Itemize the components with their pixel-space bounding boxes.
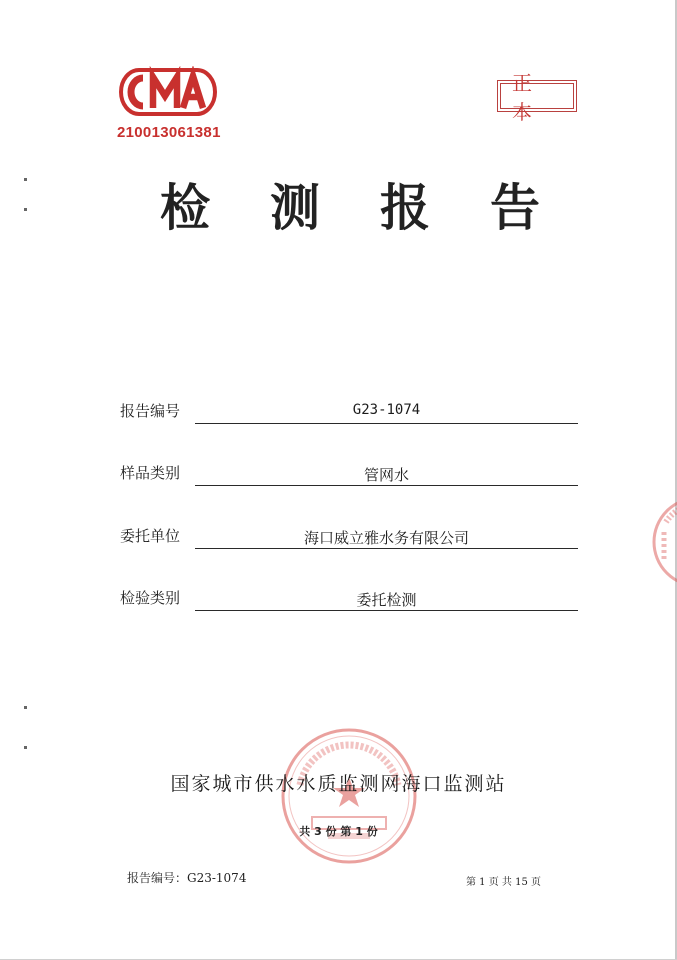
scan-speck [24,208,27,211]
organization-name: 国家城市供水水质监测网海口监测站 [170,773,507,795]
scan-speck [24,706,27,709]
title-char: 告 [490,179,540,237]
field-label: 报告编号 [120,402,181,420]
field-label: 检验类别 [120,589,181,607]
original-copy-stamp [497,71,577,124]
field-underline [195,548,578,549]
field-inspection-type [120,587,578,617]
page-title [160,168,540,238]
scan-speck [24,746,27,749]
original-copy-label: 正 本 [512,71,546,124]
partial-seal-icon [648,492,677,592]
field-underline [195,423,578,424]
cma-logo-icon [117,66,217,118]
field-value: G23-1074 [352,402,421,418]
title-char: 检 [160,179,210,237]
cma-certificate-number: 210013061381 [117,124,221,141]
field-value: 海口威立雅水务有限公司 [303,529,469,547]
field-value: 管网水 [363,466,409,484]
field-report-number [120,400,578,430]
field-label: 样品类别 [120,464,181,482]
official-seal-icon [278,725,420,867]
title-char: 报 [380,179,430,237]
title-char: 测 [270,179,320,237]
footer-report-number: 报告编号：G23-1074 [127,871,247,885]
field-label: 委托单位 [120,527,181,545]
field-client [120,525,578,555]
field-value: 委托检测 [356,591,417,609]
footer-page-info: 第 1 页 共 15 页 [466,877,541,888]
field-underline [195,610,578,611]
field-underline [195,485,578,486]
scan-speck [24,178,27,181]
field-sample-type [120,462,578,492]
copies-info: 共 3 份 第 1 份 [299,825,378,838]
